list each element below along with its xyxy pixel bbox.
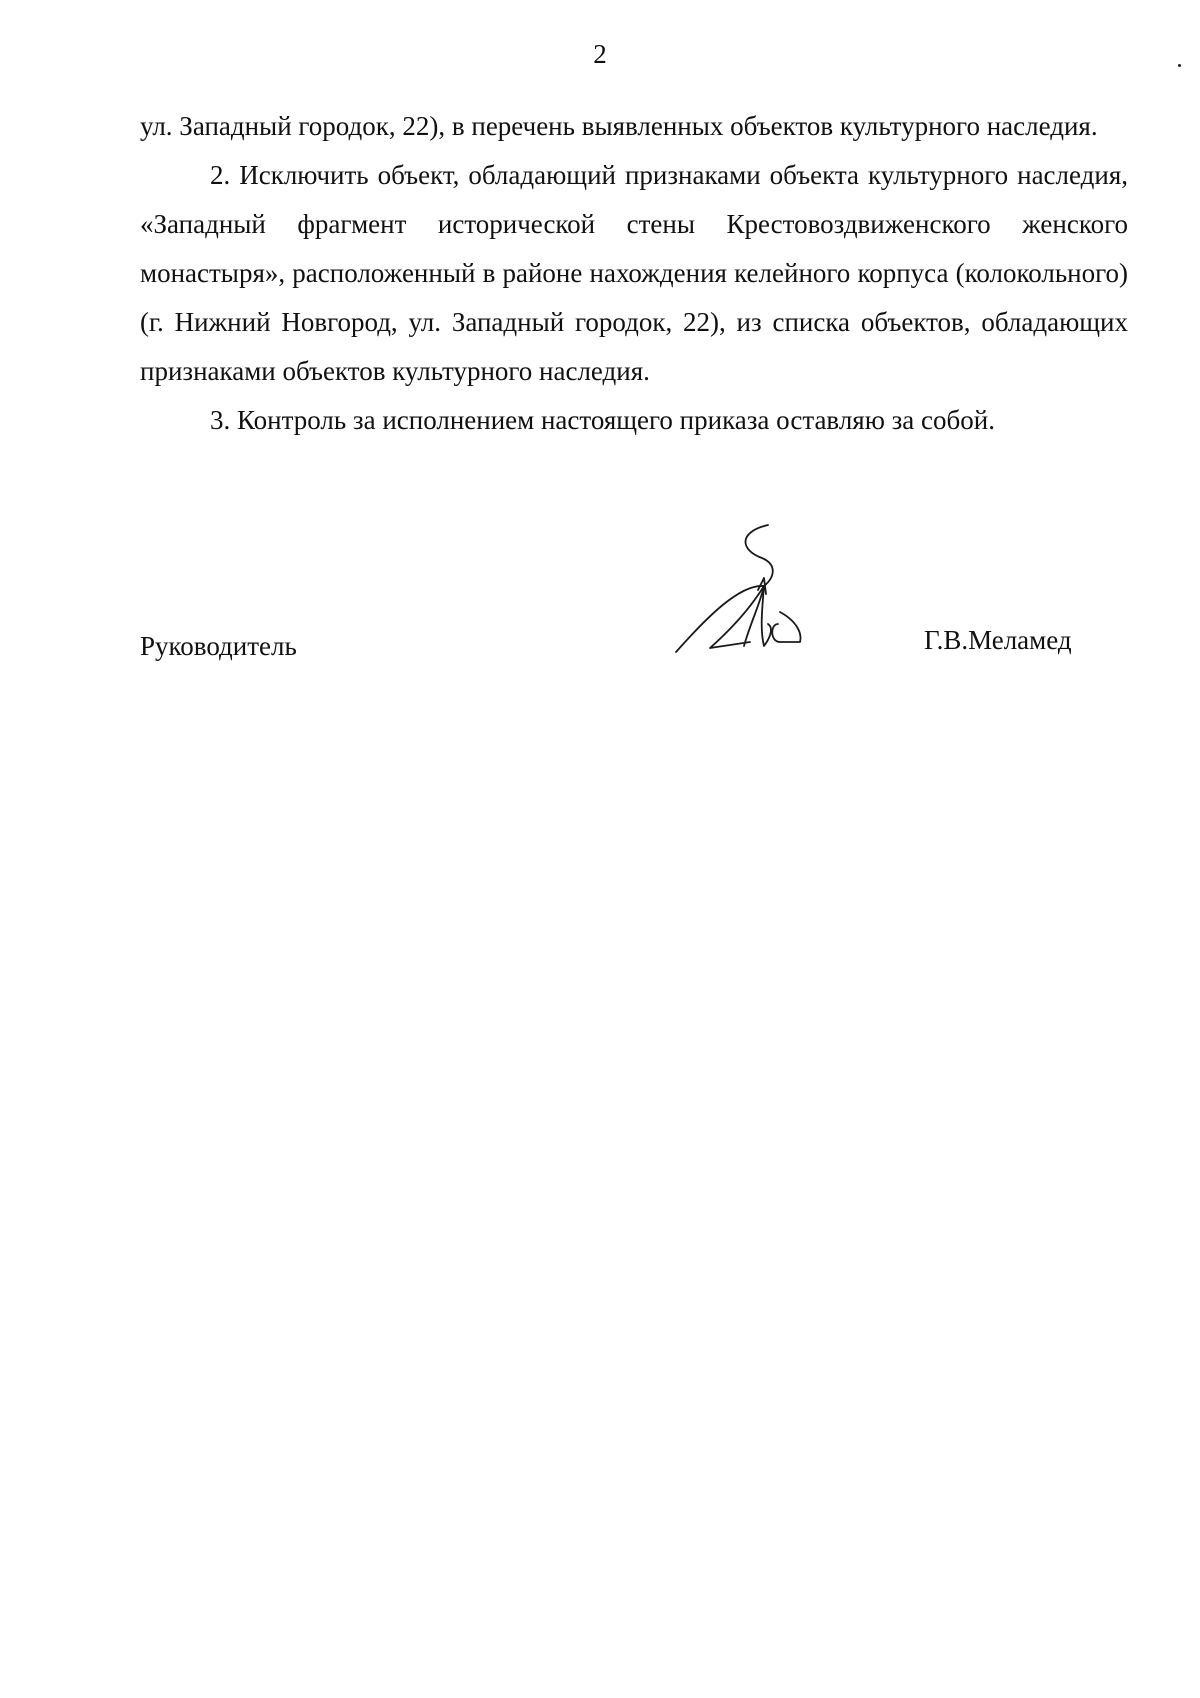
document-body bbox=[140, 102, 1128, 445]
scan-artifact-dot bbox=[1178, 64, 1181, 67]
signatory-title: Руководитель bbox=[140, 631, 297, 661]
paragraph-item-3: 3. Контроль за исполнением настоящего приказа оставляю за собой. bbox=[210, 405, 995, 435]
signatory-name: Г.В.Меламед bbox=[924, 625, 1072, 655]
paragraph-item-2: 2. Исключить объект, обладающий признаками объекта культурного наследия, «Западный фрагмент исторической стены Крестовоздвиженского женского монастыря», расположенный в районе нахождения келейного корпуса (колокольного) (г. Нижний Новгород, ул. Западный городок, 22), из списка объектов, обладающих признаками объектов культурного наследия. bbox=[140, 160, 1128, 386]
paragraph-continuation: ул. Западный городок, 22), в перечень выявленных объектов культурного наследия. bbox=[140, 111, 1098, 141]
page-number: 2 bbox=[593, 39, 607, 69]
signature-block bbox=[140, 606, 1140, 686]
